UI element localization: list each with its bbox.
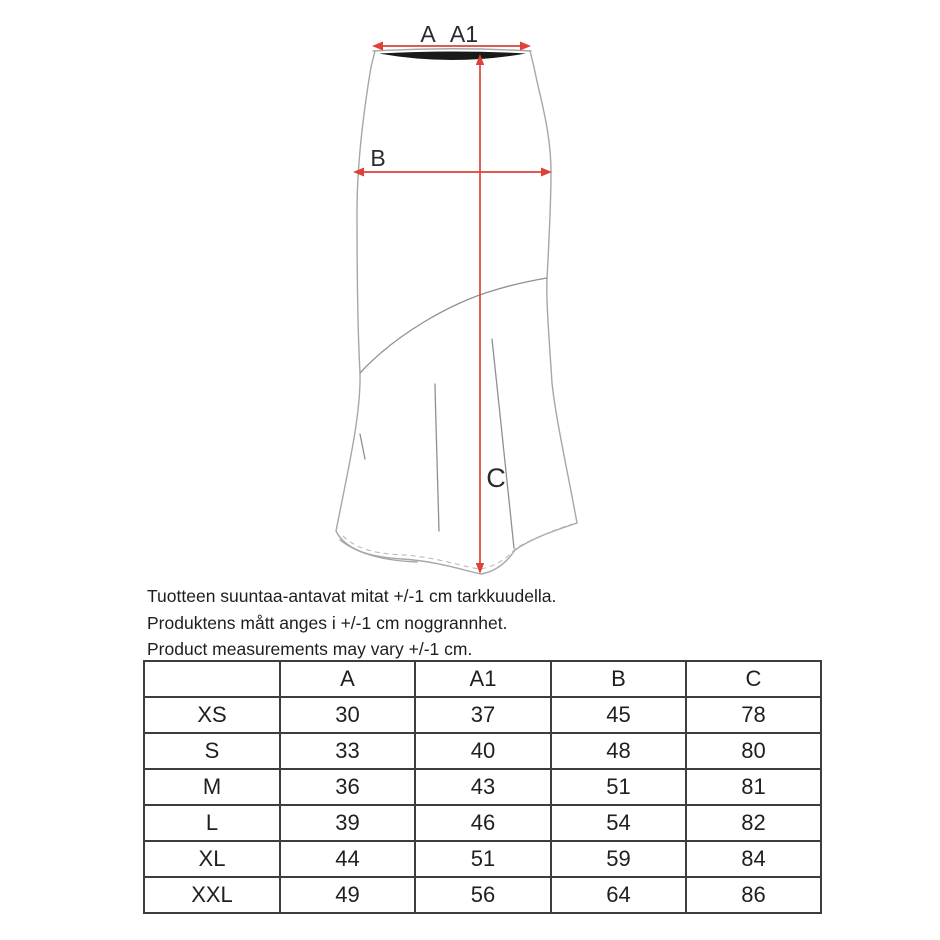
header-b: B (551, 661, 686, 697)
value-a1: 43 (415, 769, 551, 805)
table-row (144, 733, 821, 769)
size-label: S (144, 733, 280, 769)
value-b: 48 (551, 733, 686, 769)
value-a: 49 (280, 877, 415, 913)
table-row (144, 877, 821, 913)
measurement-label-b: B (370, 145, 386, 171)
value-a: 44 (280, 841, 415, 877)
value-a1: 56 (415, 877, 551, 913)
value-a: 33 (280, 733, 415, 769)
value-a: 36 (280, 769, 415, 805)
note-swedish: Produktens mått anges i +/-1 cm noggrannhet. (147, 612, 508, 633)
value-c: 80 (686, 733, 821, 769)
fold-line-left (435, 384, 439, 531)
value-b: 45 (551, 697, 686, 733)
value-c: 81 (686, 769, 821, 805)
header-c: C (686, 661, 821, 697)
value-a: 39 (280, 805, 415, 841)
size-label: M (144, 769, 280, 805)
table-row (144, 841, 821, 877)
measurement-label-a1: A1 (449, 21, 479, 47)
measurement-arrow-c (476, 54, 484, 574)
flounce-seam-line (360, 278, 547, 373)
table-row (144, 697, 821, 733)
value-a1: 40 (415, 733, 551, 769)
hem-stitch-line (343, 524, 572, 569)
waistband-left-edge (371, 51, 375, 67)
value-a1: 37 (415, 697, 551, 733)
value-a1: 51 (415, 841, 551, 877)
value-c: 84 (686, 841, 821, 877)
note-english: Product measurements may vary +/-1 cm. (147, 639, 473, 659)
size-label: XXL (144, 877, 280, 913)
waistband-top-edge (373, 49, 531, 51)
size-table (143, 660, 822, 914)
size-label: XL (144, 841, 280, 877)
value-c: 78 (686, 697, 821, 733)
value-b: 59 (551, 841, 686, 877)
value-c: 82 (686, 805, 821, 841)
table-row (144, 769, 821, 805)
header-a: A (280, 661, 415, 697)
size-label: L (144, 805, 280, 841)
value-a1: 46 (415, 805, 551, 841)
value-a: 30 (280, 697, 415, 733)
value-b: 64 (551, 877, 686, 913)
tolerance-notes (147, 583, 707, 663)
size-label: XS (144, 697, 280, 733)
value-c: 86 (686, 877, 821, 913)
fold-line-right (492, 339, 514, 548)
waistband-opening (379, 52, 526, 61)
header-size (144, 661, 280, 697)
measurement-label-c: C (486, 463, 506, 493)
table-row (144, 805, 821, 841)
measurement-label-a: A (420, 21, 436, 47)
waistband-right-edge (530, 51, 534, 67)
note-finnish: Tuotteen suuntaa-antavat mitat +/-1 cm tarkkuudella. (147, 586, 557, 606)
size-table-header-row (144, 661, 821, 697)
value-b: 51 (551, 769, 686, 805)
skirt-outline (336, 67, 577, 574)
value-b: 54 (551, 805, 686, 841)
header-a1: A1 (415, 661, 551, 697)
fold-notch (360, 434, 365, 459)
